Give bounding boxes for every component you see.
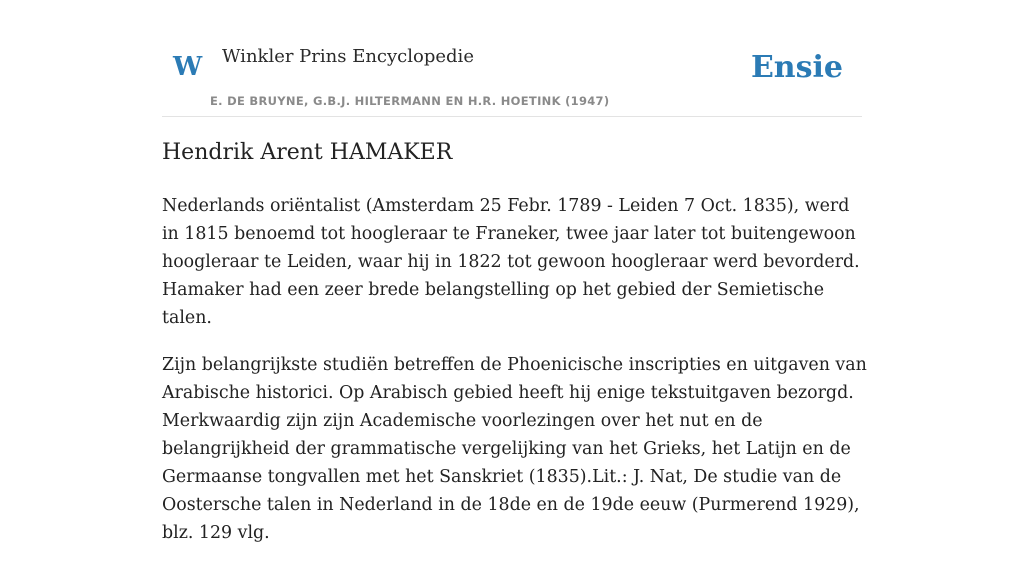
authors-line: E. DE BRUYNE, G.B.J. HILTERMANN EN H.R. HOETINK (1947) xyxy=(210,94,610,108)
site-title[interactable]: Winkler Prins Encyclopedie xyxy=(222,46,474,67)
article-title: Hendrik Arent HAMAKER xyxy=(162,140,453,165)
article-body xyxy=(162,192,867,566)
article-paragraph: Zijn belangrijkste studiën betreffen de Phoenicische inscripties en uitgaven van Arabische historici. Op Arabisch gebied heeft hij enige tekstuitgaven bezorgd. Merkwaardig zijn zijn Academische voorlezingen over het nut en de belangrijkheid der grammatische vergelijking van het Grieks, het Latijn en de Germaanse tongvallen met het Sanskriet (1835).Lit.: J. Nat, De studie van de Oostersche talen in Nederland in de 18de en de 19de eeuw (Purmerend 1929), blz. 129 vlg. xyxy=(162,355,867,543)
article-paragraph: Nederlands oriëntalist (Amsterdam 25 Febr. 1789 - Leiden 7 Oct. 1835), werd in 1815 benoemd tot hoogleraar te Franeker, twee jaar later tot buitengewoon hoogleraar te Leiden, waar hij in 1822 tot gewoon hoogleraar werd bevorderd. Hamaker had een zeer brede belangstelling op het gebied der Semietische talen. xyxy=(162,196,860,328)
site-header xyxy=(162,0,862,117)
logo-w-icon[interactable]: W xyxy=(173,52,203,82)
ensie-logo[interactable]: Ensie xyxy=(750,50,843,85)
